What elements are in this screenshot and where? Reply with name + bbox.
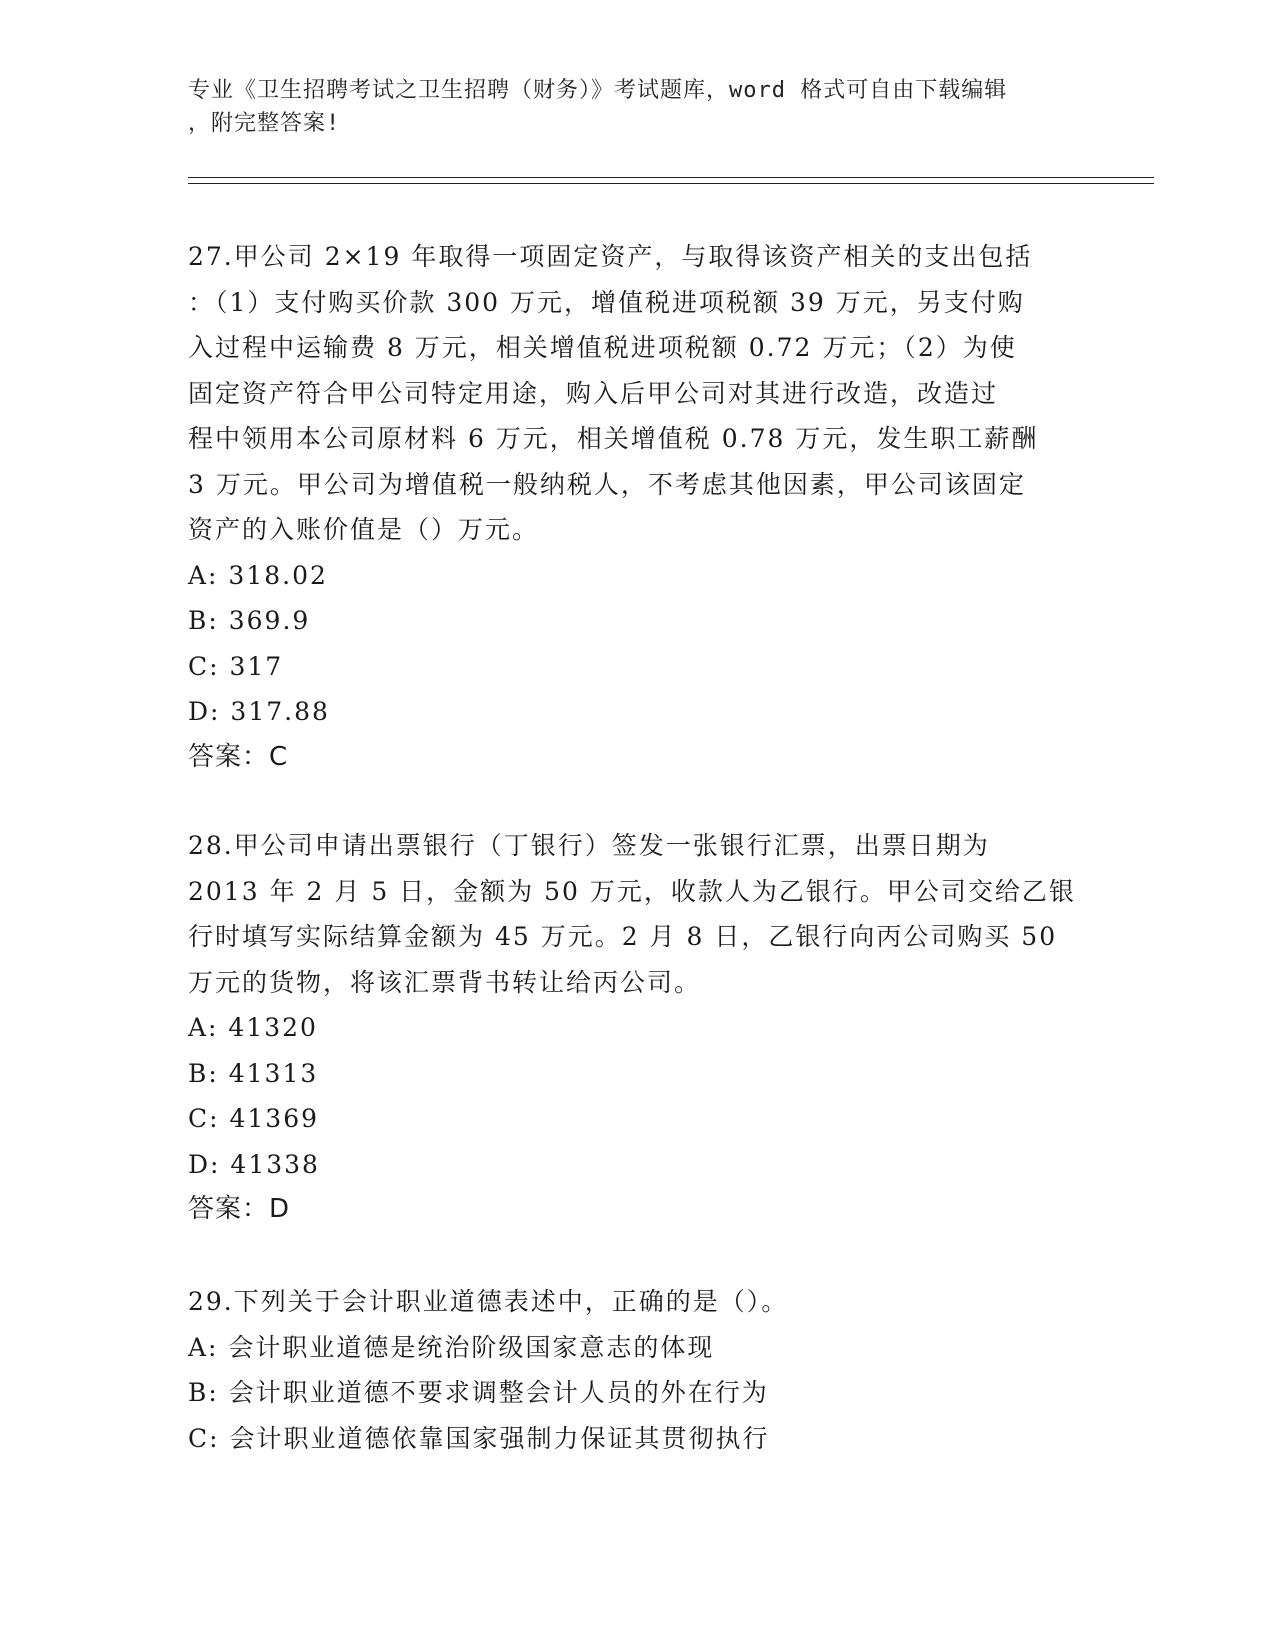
answer-label: 答案：C (188, 741, 289, 772)
option-b: B: 369.9 (188, 606, 311, 635)
header-divider-top (188, 177, 1154, 178)
question-text-line: 27.甲公司 2×19 年取得一项固定资产，与取得该资产相关的支出包括 (188, 242, 1033, 271)
option-c: C: 317 (188, 651, 284, 681)
header-line-1: 专业《卫生招聘考试之卫生招聘（财务）》考试题库，word 格式可自由下载编辑 (188, 78, 1008, 103)
option-d: D: 317.88 (188, 697, 330, 726)
question-text-line: 28.甲公司申请出票银行（丁银行）签发一张银行汇票，出票日期为 (188, 831, 990, 860)
question-27 (188, 234, 1088, 780)
option-a: A: 318.02 (188, 560, 328, 590)
header-divider-bottom (188, 183, 1154, 184)
question-28 (188, 823, 1088, 1233)
header-line-2: ，附完整答案! (188, 111, 341, 136)
question-text-line: 3 万元。甲公司为增值税一般纳税人，不考虑其他因素，甲公司该固定 (188, 469, 1026, 499)
question-29 (188, 1279, 1088, 1461)
option-a: A: 41320 (188, 1013, 318, 1042)
question-text-line: 入过程中运输费 8 万元，相关增值税进项税额 0.72 万元；（2）为使 (188, 333, 1017, 362)
question-text-line: ：（1）支付购买价款 300 万元，增值税进项税额 39 万元，另支付购 (188, 287, 1025, 317)
option-a: A: 会计职业道德是统治阶级国家意志的体现 (188, 1332, 715, 1362)
option-b: B: 41313 (188, 1058, 319, 1088)
option-c: C: 41369 (188, 1104, 320, 1133)
option-c: C: 会计职业道德依靠国家强制力保证其贯彻执行 (188, 1423, 770, 1453)
question-text-line: 资产的入账价值是（）万元。 (188, 515, 540, 544)
answer-label: 答案：D (188, 1194, 291, 1224)
option-d: D: 41338 (188, 1149, 320, 1179)
question-text-line: 行时填写实际结算金额为 45 万元。2 月 8 日，乙银行向丙公司购买 50 (188, 922, 1058, 951)
question-text-line: 2013 年 2 月 5 日，金额为 50 万元，收款人为乙银行。甲公司交给乙银 (188, 876, 1076, 906)
option-b: B: 会计职业道德不要求调整会计人员的外在行为 (188, 1378, 769, 1407)
question-text-line: 固定资产符合甲公司特定用途，购入后甲公司对其进行改造，改造过 (188, 378, 999, 408)
document-header (188, 74, 1088, 140)
question-text-line: 29.下列关于会计职业道德表述中，正确的是（）。 (188, 1287, 789, 1316)
question-text-line: 程中领用本公司原材料 6 万元，相关增值税 0.78 万元，发生职工薪酬 (188, 424, 1039, 453)
question-text-line: 万元的货物，将该汇票背书转让给丙公司。 (188, 967, 702, 997)
